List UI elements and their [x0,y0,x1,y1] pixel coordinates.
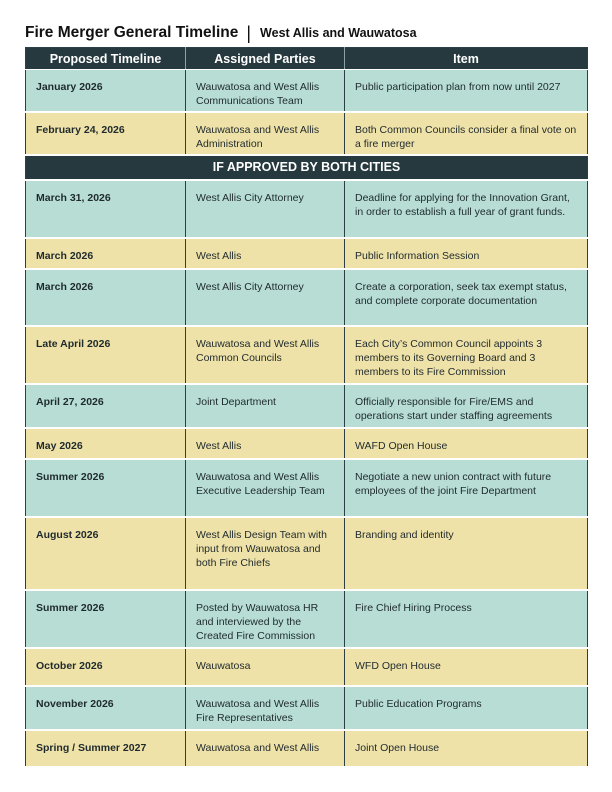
row-date: March 2026 [26,269,186,326]
row-item: WFD Open House [345,648,588,686]
row-date: Summer 2026 [26,590,186,648]
table-row [26,648,588,686]
row-party: Wauwatosa [186,648,345,686]
page-title: Fire Merger General Timeline [25,24,239,41]
row-date: Late April 2026 [26,326,186,384]
row-date: January 2026 [26,70,186,112]
timeline-table [25,47,588,768]
row-party: Wauwatosa and West Allis Executive Leadership Team [186,459,345,517]
row-party: Joint Department [186,384,345,428]
row-party: Wauwatosa and West Allis Communications Team [186,70,345,112]
row-party: Wauwatosa and West Allis Common Councils [186,326,345,384]
table-row [26,326,588,384]
row-party: West Allis Design Team with input from Wauwatosa and both Fire Chiefs [186,517,345,590]
row-party: Wauwatosa and West Allis Administration [186,112,345,155]
row-party: Posted by Wauwatosa HR and interviewed by the Created Fire Commission [186,590,345,648]
table-row [26,238,588,269]
row-date: March 2026 [26,238,186,269]
row-item: Negotiate a new union contract with future employees of the joint Fire Department [345,459,588,517]
row-party: West Allis [186,238,345,269]
row-item: Create a corporation, seek tax exempt status, and complete corporate documentation [345,269,588,326]
table-row [26,70,588,112]
table-row [26,428,588,459]
table-row [26,384,588,428]
row-date: Spring / Summer 2027 [26,730,186,767]
table-row [26,517,588,590]
table-row [26,590,588,648]
column-header-item: Item [345,48,588,70]
row-party: West Allis City Attorney [186,269,345,326]
row-date: Summer 2026 [26,459,186,517]
row-date: November 2026 [26,686,186,730]
section-label: IF APPROVED BY BOTH CITIES [26,155,588,180]
table-row [26,180,588,238]
table-row [26,269,588,326]
row-item: Each City’s Common Council appoints 3 members to its Governing Board and 3 members to its Fire Commission [345,326,588,384]
table-row [26,459,588,517]
section-row [26,155,588,180]
row-item: Both Common Councils consider a final vote on a fire merger [345,112,588,155]
row-date: August 2026 [26,517,186,590]
row-party: West Allis City Attorney [186,180,345,238]
row-item: Public Information Session [345,238,588,269]
row-date: February 24, 2026 [26,112,186,155]
column-header-timeline: Proposed Timeline [26,48,186,70]
table-header-row [26,48,588,70]
row-item: Public participation plan from now until 2027 [345,70,588,112]
row-date: October 2026 [26,648,186,686]
row-party: West Allis [186,428,345,459]
row-item: Officially responsible for Fire/EMS and operations start under staffing agreements [345,384,588,428]
title-separator: | [246,23,252,43]
row-item: Joint Open House [345,730,588,767]
table-row [26,686,588,730]
row-item: Public Education Programs [345,686,588,730]
row-date: May 2026 [26,428,186,459]
row-party: Wauwatosa and West Allis [186,730,345,767]
row-item: Fire Chief Hiring Process [345,590,588,648]
page-subtitle: West Allis and Wauwatosa [260,26,417,40]
page-header [25,22,417,44]
row-item: Deadline for applying for the Innovation Grant, in order to establish a full year of grant funds. [345,180,588,238]
row-party: Wauwatosa and West Allis Fire Representatives [186,686,345,730]
table-row [26,112,588,155]
row-date: April 27, 2026 [26,384,186,428]
table-row [26,730,588,767]
column-header-parties: Assigned Parties [186,48,345,70]
row-date: March 31, 2026 [26,180,186,238]
row-item: WAFD Open House [345,428,588,459]
row-item: Branding and identity [345,517,588,590]
